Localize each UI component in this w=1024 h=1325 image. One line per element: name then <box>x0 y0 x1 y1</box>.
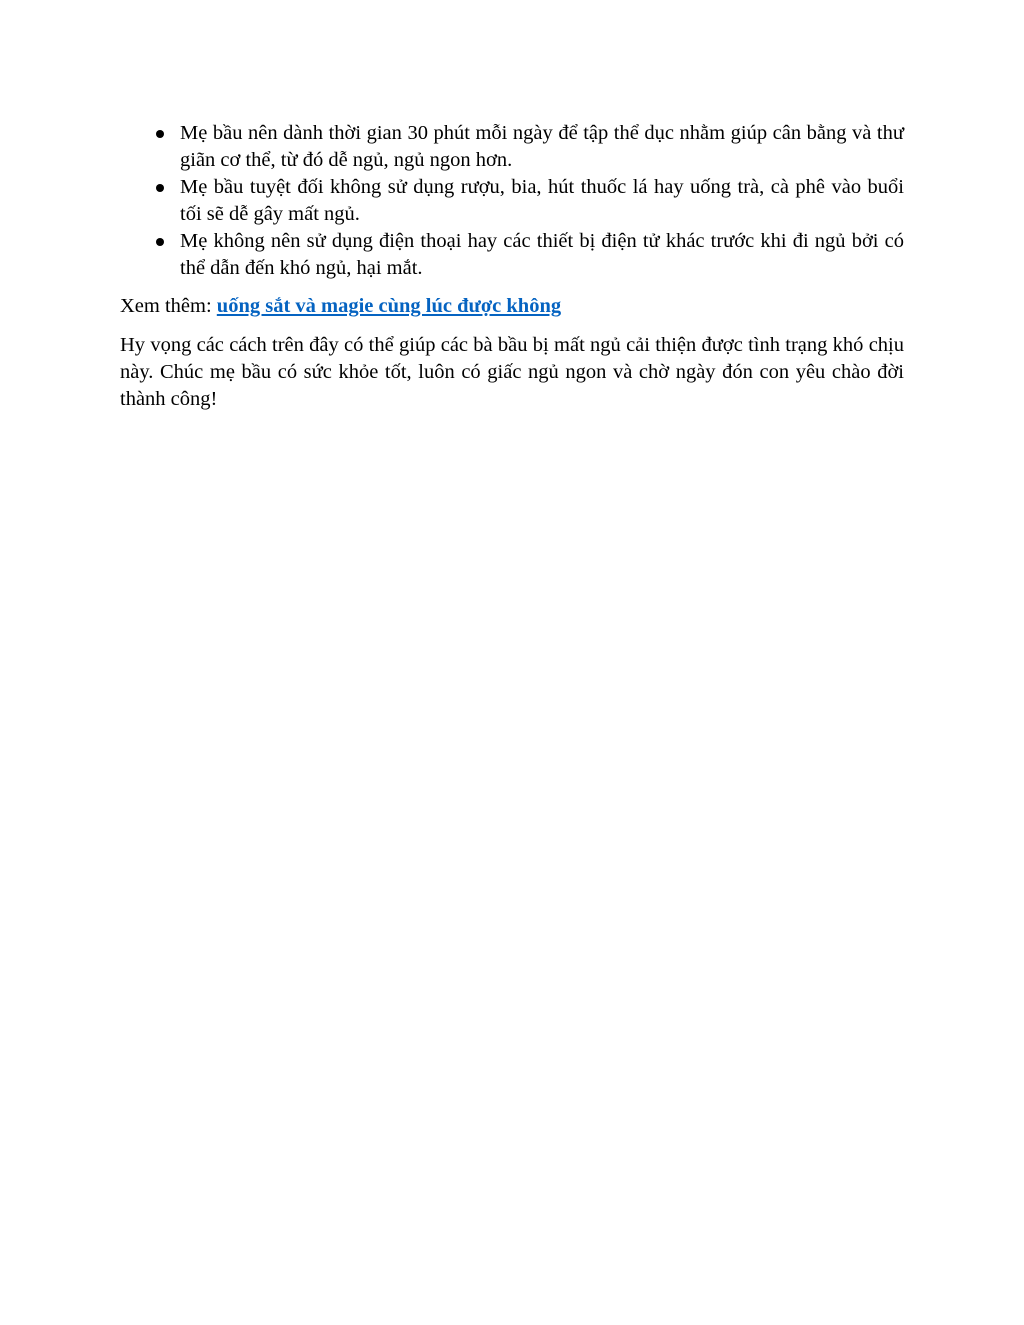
closing-paragraph: Hy vọng các cách trên đây có thể giúp các bà bầu bị mất ngủ cải thiện được tình trạng khó chịu này. Chúc mẹ bầu có sức khỏe tốt, luôn có giấc ngủ ngon và chờ ngày đón con yêu chào đời thành công! <box>120 334 904 410</box>
see-more-line <box>120 293 904 320</box>
bullet-dot-icon <box>156 238 164 246</box>
list-item-text: Mẹ bầu nên dành thời gian 30 phút mỗi ngày để tập thể dục nhằm giúp cân bằng và thư giãn cơ thể, từ đó dễ ngủ, ngủ ngon hơn. <box>180 122 904 171</box>
see-more-link[interactable]: uống sắt và magie cùng lúc được không <box>216 295 562 317</box>
document-body <box>120 120 904 413</box>
list-item <box>120 120 904 174</box>
list-item <box>120 174 904 228</box>
bullet-dot-icon <box>156 130 164 138</box>
see-more-label: Xem thêm: <box>120 295 217 317</box>
list-item-text: Mẹ không nên sử dụng điện thoại hay các thiết bị điện tử khác trước khi đi ngủ bởi có thể dẫn đến khó ngủ, hại mắt. <box>180 230 904 279</box>
tips-bullet-list <box>120 120 904 282</box>
list-item <box>120 228 904 282</box>
bullet-dot-icon <box>156 184 164 192</box>
list-item-text: Mẹ bầu tuyệt đối không sử dụng rượu, bia, hút thuốc lá hay uống trà, cà phê vào buổi tối sẽ dễ gây mất ngủ. <box>180 176 904 225</box>
